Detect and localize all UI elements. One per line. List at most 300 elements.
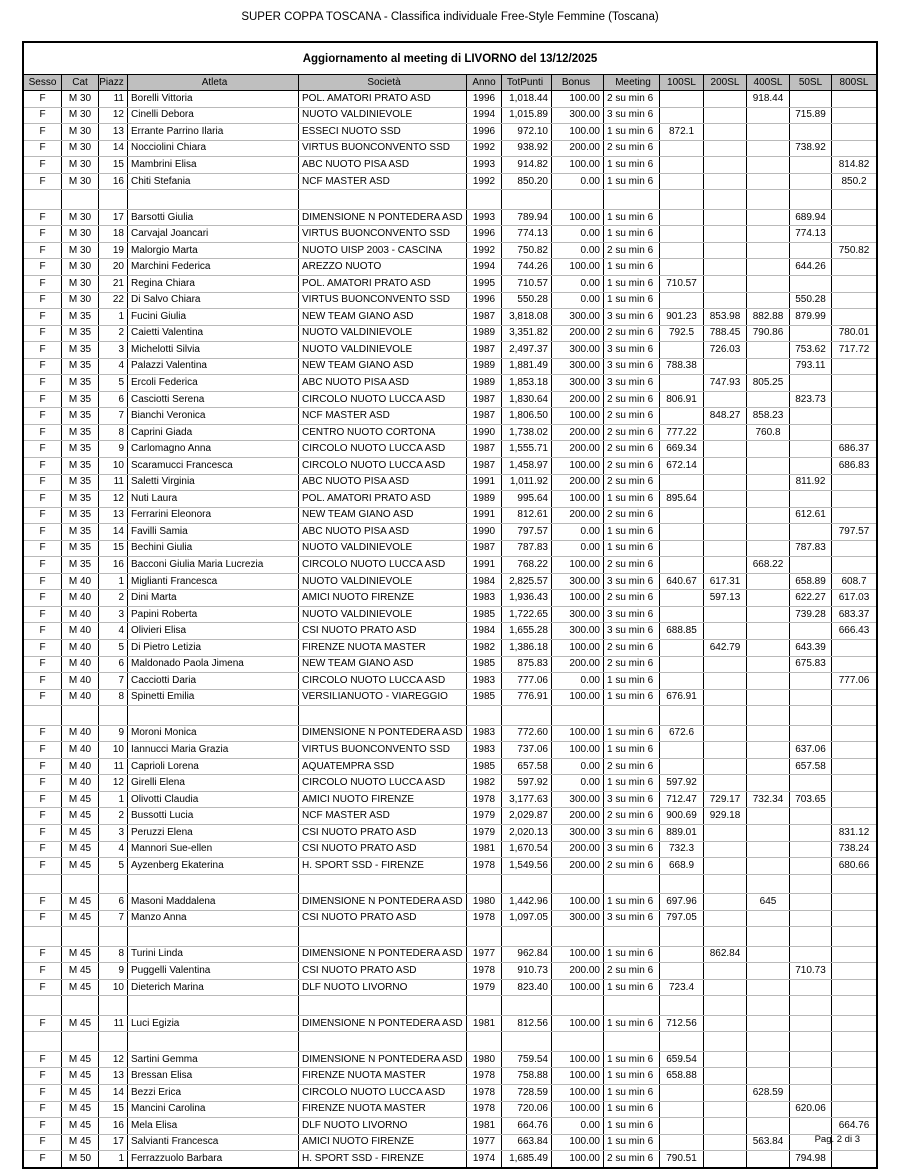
cell-societa: ABC NUOTO PISA ASD	[299, 524, 467, 540]
cell-meeting: 1 su min 6	[604, 157, 660, 173]
table-row	[24, 980, 876, 997]
cell-sl800	[832, 309, 876, 325]
cell-sl400: 760.8	[747, 425, 790, 441]
cell-cat: M 40	[62, 673, 99, 689]
cell-meeting: 3 su min 6	[604, 342, 660, 358]
cell-sl200	[704, 1016, 747, 1032]
cell-sl400	[747, 858, 790, 874]
cell-tot: 777.06	[502, 673, 552, 689]
cell-societa: NUOTO VALDINIEVOLE	[299, 607, 467, 623]
cell-piazz: 13	[99, 124, 128, 140]
cell-cat: M 50	[62, 1151, 99, 1167]
cell-bonus: 300.00	[552, 574, 604, 590]
cell-tot: 720.06	[502, 1102, 552, 1118]
cell-sesso: F	[24, 690, 62, 706]
cell-sl800	[832, 425, 876, 441]
cell-sl400	[747, 1052, 790, 1068]
page-number: Pag. 2 di 3	[814, 1134, 860, 1145]
cell-atleta: Luci Egizia	[128, 1016, 299, 1032]
cell-sl400	[747, 190, 790, 209]
cell-sl800	[832, 124, 876, 140]
cell-cat: M 40	[62, 759, 99, 775]
cell-anno: 1984	[467, 574, 502, 590]
cell-societa: POL. AMATORI PRATO ASD	[299, 491, 467, 507]
cell-sl200	[704, 557, 747, 573]
cell-sesso: F	[24, 1016, 62, 1032]
column-header-sesso: Sesso	[24, 75, 62, 90]
cell-sesso: F	[24, 408, 62, 424]
cell-sl100	[660, 657, 704, 673]
cell-piazz: 17	[99, 210, 128, 226]
cell-piazz: 3	[99, 342, 128, 358]
cell-sl100: 710.57	[660, 276, 704, 292]
table-row	[24, 124, 876, 141]
cell-anno	[467, 927, 502, 946]
cell-sl100: 895.64	[660, 491, 704, 507]
cell-anno: 1977	[467, 947, 502, 963]
cell-atleta: Carlomagno Anna	[128, 441, 299, 457]
cell-sl400	[747, 174, 790, 190]
table-row	[24, 491, 876, 508]
table-header-row	[24, 74, 876, 91]
cell-sl200	[704, 706, 747, 725]
cell-atleta: Ayzenberg Ekaterina	[128, 858, 299, 874]
cell-sl800	[832, 980, 876, 996]
cell-sesso: F	[24, 392, 62, 408]
cell-sl50	[790, 557, 832, 573]
cell-sl200	[704, 392, 747, 408]
cell-bonus: 100.00	[552, 1151, 604, 1167]
cell-bonus: 300.00	[552, 623, 604, 639]
cell-sesso	[24, 996, 62, 1015]
cell-tot: 768.22	[502, 557, 552, 573]
cell-sl50	[790, 996, 832, 1015]
cell-sl200	[704, 1118, 747, 1134]
cell-sl200	[704, 541, 747, 557]
cell-piazz: 12	[99, 775, 128, 791]
table-row	[24, 276, 876, 293]
cell-piazz: 16	[99, 174, 128, 190]
cell-sl400	[747, 491, 790, 507]
cell-sl200	[704, 842, 747, 858]
cell-sesso: F	[24, 375, 62, 391]
cell-societa: NCF MASTER ASD	[299, 174, 467, 190]
cell-sl50	[790, 911, 832, 927]
cell-societa: NEW TEAM GIANO ASD	[299, 508, 467, 524]
cell-sl200	[704, 623, 747, 639]
cell-sl200	[704, 607, 747, 623]
cell-sl100	[660, 524, 704, 540]
cell-sl800	[832, 657, 876, 673]
cell-meeting: 3 su min 6	[604, 574, 660, 590]
cell-sl200	[704, 243, 747, 259]
table-body	[24, 91, 876, 1167]
cell-cat: M 30	[62, 141, 99, 157]
cell-societa: VIRTUS BUONCONVENTO SSD	[299, 742, 467, 758]
cell-sesso: F	[24, 243, 62, 259]
cell-sl400	[747, 657, 790, 673]
cell-tot: 759.54	[502, 1052, 552, 1068]
cell-sl200	[704, 441, 747, 457]
cell-sl200	[704, 690, 747, 706]
cell-tot: 744.26	[502, 259, 552, 275]
cell-sl100: 872.1	[660, 124, 704, 140]
cell-sl50: 794.98	[790, 1151, 832, 1167]
cell-sesso: F	[24, 808, 62, 824]
cell-societa: NCF MASTER ASD	[299, 808, 467, 824]
cell-meeting: 3 su min 6	[604, 108, 660, 124]
cell-bonus: 0.00	[552, 673, 604, 689]
cell-sl200	[704, 911, 747, 927]
cell-piazz: 21	[99, 276, 128, 292]
cell-sl100	[660, 174, 704, 190]
cell-sl100: 668.9	[660, 858, 704, 874]
cell-anno: 1978	[467, 963, 502, 979]
cell-bonus: 100.00	[552, 91, 604, 107]
cell-sl400	[747, 243, 790, 259]
cell-meeting: 2 su min 6	[604, 808, 660, 824]
cell-anno: 1993	[467, 210, 502, 226]
cell-atleta: Manzo Anna	[128, 911, 299, 927]
table-row	[24, 243, 876, 260]
cell-sesso: F	[24, 259, 62, 275]
table-row	[24, 623, 876, 640]
cell-sl100: 723.4	[660, 980, 704, 996]
cell-meeting: 1 su min 6	[604, 1016, 660, 1032]
cell-atleta: Peruzzi Elena	[128, 825, 299, 841]
cell-sl200	[704, 1102, 747, 1118]
cell-sl400	[747, 927, 790, 946]
page-title: SUPER COPPA TOSCANA - Classifica individuale Free-Style Femmine (Toscana)	[241, 11, 659, 23]
cell-sl400	[747, 947, 790, 963]
cell-sl50	[790, 690, 832, 706]
cell-meeting: 1 su min 6	[604, 1052, 660, 1068]
cell-sl50: 622.27	[790, 590, 832, 606]
cell-sl800	[832, 927, 876, 946]
cell-bonus	[552, 875, 604, 894]
cell-sl200	[704, 124, 747, 140]
cell-meeting: 3 su min 6	[604, 359, 660, 375]
cell-sl400	[747, 293, 790, 309]
cell-societa: AQUATEMPRA SSD	[299, 759, 467, 775]
cell-atleta: Michelotti Silvia	[128, 342, 299, 358]
cell-sl400	[747, 1032, 790, 1051]
cell-sl200	[704, 1085, 747, 1101]
cell-sl50	[790, 947, 832, 963]
cell-sl800	[832, 947, 876, 963]
cell-sl200	[704, 825, 747, 841]
cell-sl200: 642.79	[704, 640, 747, 656]
cell-sl50: 644.26	[790, 259, 832, 275]
cell-sl400	[747, 726, 790, 742]
cell-sl400	[747, 441, 790, 457]
table-row	[24, 91, 876, 108]
cell-societa: CIRCOLO NUOTO LUCCA ASD	[299, 458, 467, 474]
cell-piazz: 8	[99, 947, 128, 963]
cell-societa: CSI NUOTO PRATO ASD	[299, 825, 467, 841]
cell-cat: M 35	[62, 491, 99, 507]
cell-piazz: 6	[99, 894, 128, 910]
cell-sl400: 645	[747, 894, 790, 910]
cell-sl800: 666.43	[838, 625, 870, 637]
cell-piazz: 12	[99, 108, 128, 124]
cell-sl800	[832, 706, 876, 725]
cell-sl400	[747, 1102, 790, 1118]
cell-piazz: 15	[99, 1102, 128, 1118]
cell-anno: 1978	[467, 1102, 502, 1118]
cell-sl800	[832, 141, 876, 157]
cell-sesso: F	[24, 759, 62, 775]
cell-sl100	[660, 996, 704, 1015]
cell-bonus	[552, 927, 604, 946]
table-row	[24, 858, 876, 875]
cell-tot	[502, 875, 552, 894]
cell-sl100: 669.34	[660, 441, 704, 457]
cell-sl100	[660, 475, 704, 491]
cell-cat: M 35	[62, 326, 99, 342]
table-row	[24, 326, 876, 343]
cell-bonus: 0.00	[552, 1118, 604, 1134]
cell-sl50	[790, 808, 832, 824]
cell-sesso: F	[24, 524, 62, 540]
cell-tot: 3,177.63	[502, 792, 552, 808]
cell-sesso: F	[24, 1068, 62, 1084]
cell-meeting	[604, 706, 660, 725]
cell-cat: M 35	[62, 425, 99, 441]
cell-sl400	[747, 475, 790, 491]
cell-atleta: Olivieri Elisa	[128, 623, 299, 639]
cell-sl800: 717.72	[838, 343, 870, 355]
cell-anno: 1994	[467, 108, 502, 124]
cell-sl800	[832, 190, 876, 209]
cell-societa: FIRENZE NUOTA MASTER	[299, 640, 467, 656]
cell-bonus: 0.00	[552, 759, 604, 775]
cell-sl50	[790, 441, 832, 457]
cell-bonus: 0.00	[552, 174, 604, 190]
cell-societa: POL. AMATORI PRATO ASD	[299, 276, 467, 292]
cell-atleta	[128, 875, 299, 894]
cell-anno: 1987	[467, 458, 502, 474]
cell-sesso: F	[24, 276, 62, 292]
cell-bonus: 100.00	[552, 157, 604, 173]
cell-tot: 750.82	[502, 243, 552, 259]
cell-sl800	[832, 792, 876, 808]
cell-sesso: F	[24, 858, 62, 874]
cell-anno: 1992	[467, 141, 502, 157]
cell-piazz: 3	[99, 825, 128, 841]
cell-societa: NUOTO VALDINIEVOLE	[299, 342, 467, 358]
cell-bonus: 100.00	[552, 210, 604, 226]
cell-meeting: 1 su min 6	[604, 293, 660, 309]
cell-sl800: 617.03	[838, 592, 870, 604]
cell-sesso: F	[24, 842, 62, 858]
cell-sl800	[832, 210, 876, 226]
cell-anno: 1978	[467, 858, 502, 874]
cell-sl400	[747, 963, 790, 979]
cell-tot: 550.28	[502, 293, 552, 309]
cell-meeting: 2 su min 6	[604, 1151, 660, 1167]
cell-piazz	[99, 875, 128, 894]
cell-sl50	[790, 623, 832, 639]
cell-sl400	[747, 623, 790, 639]
cell-meeting: 1 su min 6	[604, 259, 660, 275]
cell-societa: DIMENSIONE N PONTEDERA ASD	[299, 1052, 467, 1068]
cell-cat: M 30	[62, 276, 99, 292]
cell-anno	[467, 190, 502, 209]
cell-atleta	[128, 190, 299, 209]
cell-atleta: Caprioli Lorena	[128, 759, 299, 775]
cell-atleta: Dini Marta	[128, 590, 299, 606]
cell-piazz: 13	[99, 1068, 128, 1084]
cell-sesso: F	[24, 326, 62, 342]
cell-anno: 1989	[467, 375, 502, 391]
cell-sl50: 658.89	[790, 574, 832, 590]
cell-anno: 1992	[467, 174, 502, 190]
cell-anno: 1978	[467, 1068, 502, 1084]
cell-meeting: 2 su min 6	[604, 657, 660, 673]
cell-sl100	[660, 190, 704, 209]
column-header-sl800: 800SL	[839, 76, 869, 88]
cell-tot: 664.76	[502, 1118, 552, 1134]
cell-sesso: F	[24, 157, 62, 173]
cell-sesso: F	[24, 309, 62, 325]
cell-sesso: F	[24, 1052, 62, 1068]
cell-atleta: Maldonado Paola Jimena	[128, 657, 299, 673]
cell-tot: 910.73	[502, 963, 552, 979]
cell-bonus: 200.00	[552, 326, 604, 342]
cell-sl800	[832, 640, 876, 656]
cell-anno: 1981	[467, 1016, 502, 1032]
cell-tot	[502, 706, 552, 725]
cell-anno: 1982	[467, 640, 502, 656]
cell-societa	[299, 190, 467, 209]
cell-sl800: 780.01	[838, 327, 870, 339]
cell-tot: 1,853.18	[502, 375, 552, 391]
cell-sl50: 550.28	[790, 293, 832, 309]
cell-sesso: F	[24, 673, 62, 689]
cell-sl200: 862.84	[704, 947, 747, 963]
cell-sl200	[704, 425, 747, 441]
cell-meeting: 2 su min 6	[604, 91, 660, 107]
cell-piazz: 16	[99, 557, 128, 573]
cell-anno: 1979	[467, 808, 502, 824]
cell-sl400	[747, 342, 790, 358]
cell-sl50	[790, 894, 832, 910]
table-row	[24, 375, 876, 392]
cell-sesso: F	[24, 293, 62, 309]
cell-sl50: 738.92	[790, 141, 832, 157]
cell-piazz: 3	[99, 607, 128, 623]
cell-cat	[62, 706, 99, 725]
cell-sesso: F	[24, 911, 62, 927]
cell-sesso	[24, 706, 62, 725]
table-row	[24, 541, 876, 558]
cell-atleta: Iannucci Maria Grazia	[128, 742, 299, 758]
cell-piazz: 9	[99, 441, 128, 457]
cell-sl100: 676.91	[660, 690, 704, 706]
cell-cat: M 35	[62, 408, 99, 424]
table-row	[24, 1135, 876, 1152]
cell-sesso: F	[24, 574, 62, 590]
cell-meeting: 1 su min 6	[604, 226, 660, 242]
cell-piazz: 4	[99, 623, 128, 639]
cell-sl400	[747, 359, 790, 375]
cell-atleta: Nocciolini Chiara	[128, 141, 299, 157]
cell-sl400	[747, 108, 790, 124]
column-header-atleta: Atleta	[128, 75, 299, 90]
cell-piazz: 5	[99, 375, 128, 391]
cell-bonus	[552, 190, 604, 209]
cell-sl400: 882.88	[747, 309, 790, 325]
cell-piazz: 9	[99, 963, 128, 979]
cell-atleta: Casciotti Serena	[128, 392, 299, 408]
cell-tot: 774.13	[502, 226, 552, 242]
cell-cat: M 30	[62, 259, 99, 275]
cell-sl100	[660, 1032, 704, 1051]
cell-sl200	[704, 108, 747, 124]
cell-sl100	[660, 342, 704, 358]
cell-piazz: 1	[99, 1151, 128, 1167]
cell-tot: 1,936.43	[502, 590, 552, 606]
cell-sl50	[790, 1118, 832, 1134]
cell-piazz: 11	[99, 91, 128, 107]
spacer-row	[24, 996, 876, 1016]
cell-piazz: 20	[99, 259, 128, 275]
cell-sl200	[704, 91, 747, 107]
cell-piazz: 5	[99, 858, 128, 874]
cell-sl100: 597.92	[660, 775, 704, 791]
cell-meeting: 1 su min 6	[604, 690, 660, 706]
cell-anno: 1977	[467, 1135, 502, 1151]
cell-atleta: Mannori Sue-ellen	[128, 842, 299, 858]
cell-sl50	[790, 775, 832, 791]
cell-cat: M 35	[62, 392, 99, 408]
cell-societa: DIMENSIONE N PONTEDERA ASD	[299, 894, 467, 910]
cell-anno: 1987	[467, 309, 502, 325]
cell-bonus	[552, 996, 604, 1015]
cell-meeting: 1 su min 6	[604, 1135, 660, 1151]
cell-piazz: 6	[99, 657, 128, 673]
cell-cat: M 45	[62, 963, 99, 979]
cell-sesso: F	[24, 623, 62, 639]
cell-sl800: 814.82	[838, 158, 870, 170]
cell-piazz: 11	[99, 475, 128, 491]
cell-sl200: 788.45	[704, 326, 747, 342]
cell-sl800: 683.37	[838, 608, 870, 620]
cell-sl100	[660, 607, 704, 623]
cell-meeting: 1 su min 6	[604, 742, 660, 758]
cell-tot: 850.20	[502, 174, 552, 190]
cell-anno: 1996	[467, 91, 502, 107]
cell-meeting: 2 su min 6	[604, 425, 660, 441]
cell-sl100: 732.3	[660, 842, 704, 858]
cell-atleta: Scaramucci Francesca	[128, 458, 299, 474]
cell-atleta: Saletti Virginia	[128, 475, 299, 491]
cell-cat	[62, 190, 99, 209]
cell-cat: M 45	[62, 825, 99, 841]
cell-piazz: 4	[99, 842, 128, 858]
cell-societa: NUOTO UISP 2003 - CASCINA	[299, 243, 467, 259]
cell-meeting: 1 su min 6	[604, 174, 660, 190]
cell-sl100: 889.01	[660, 825, 704, 841]
cell-cat: M 35	[62, 342, 99, 358]
cell-sl50	[790, 124, 832, 140]
table-row	[24, 808, 876, 825]
cell-sesso: F	[24, 226, 62, 242]
cell-bonus: 100.00	[552, 491, 604, 507]
cell-sl200	[704, 875, 747, 894]
cell-atleta: Miglianti Francesca	[128, 574, 299, 590]
